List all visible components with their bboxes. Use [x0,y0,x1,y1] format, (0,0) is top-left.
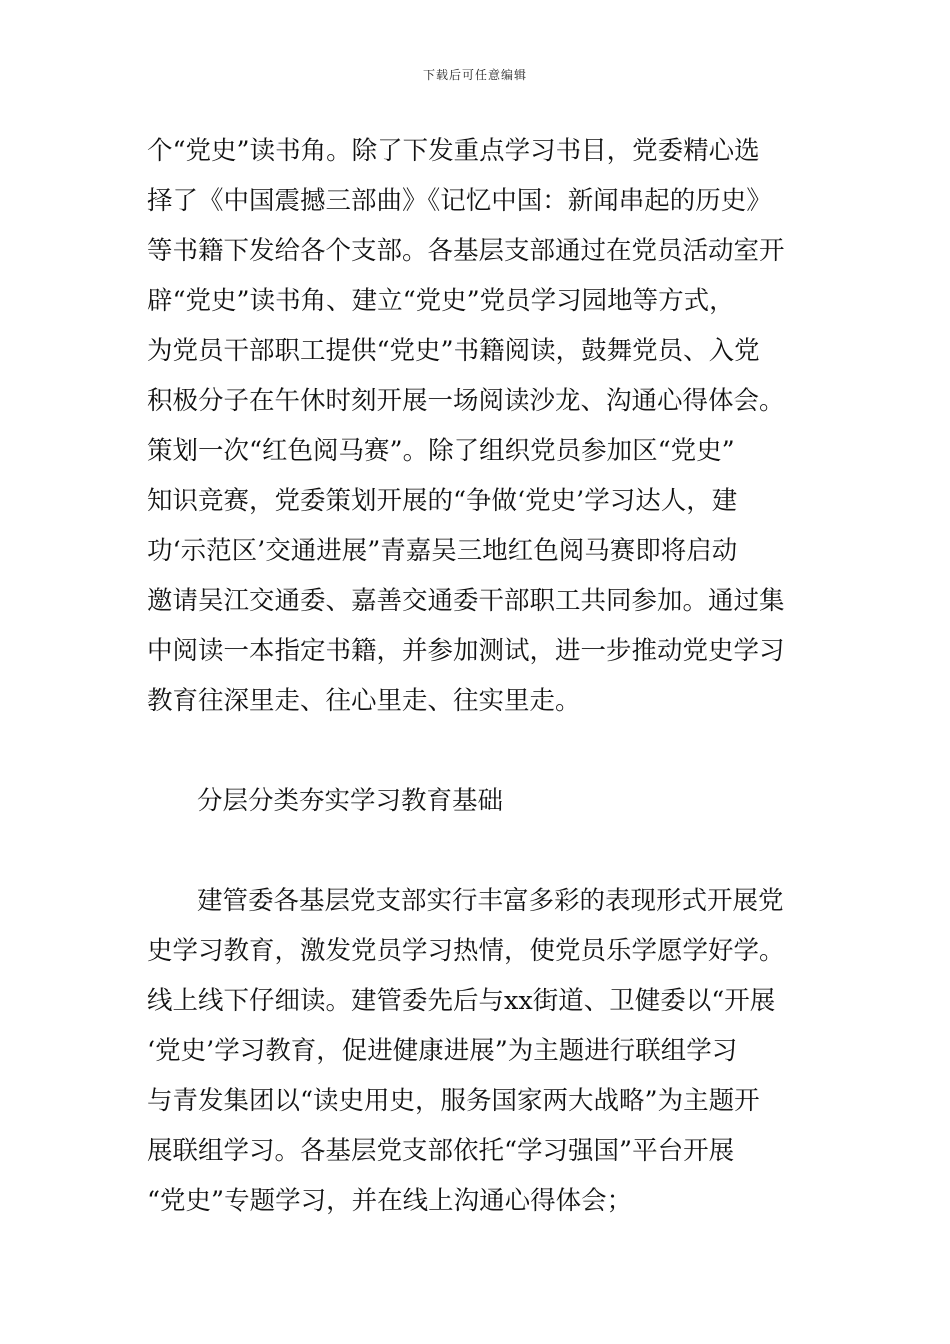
body-line: 等书籍下发给各个支部。各基层支部通过在党员活动室开 [147,236,785,266]
header-note: 下载后可任意编辑 [422,68,527,82]
body-line: 史学习教育，激发党员学习热情，使党员乐学愿学好学。 [147,936,785,966]
body-line: 策划一次“红色阅马赛”。除了组织党员参加区“党史” [147,436,735,466]
body-line: 择了《中国震撼三部曲》《记忆中国：新闻串起的历史》 [147,186,772,216]
section-heading: 分层分类夯实学习教育基础 [197,786,504,816]
body-line: 教育往深里走、往心里走、往实里走。 [147,686,581,716]
body-line: 辟“党史”读书角、建立“党史”党员学习园地等方式， [147,286,735,316]
body-line: 知识竞赛，党委策划开展的“争做‘党史’学习达人，建 [147,486,738,516]
body-line: 建管委各基层党支部实行丰富多彩的表现形式开展党 [197,886,784,916]
body-line: 线上线下仔细读。建管委先后与xx街道、卫健委以“开展 [147,986,776,1016]
body-line: 积极分子在午休时刻开展一场阅读沙龙、沟通心得体会。 [147,386,785,416]
body-line: 功‘示范区’交通进展”青嘉吴三地红色阅马赛即将启动 [147,536,738,566]
body-line: 与青发集团以“读史用史，服务国家两大战略”为主题开 [147,1086,760,1116]
body-line: “党史”专题学习，并在线上沟通心得体会； [147,1186,633,1216]
body-line: 个“党史”读书角。除了下发重点学习书目，党委精心选 [147,136,760,166]
body-line: ‘党史’学习教育，促进健康进展”为主题进行联组学习 [147,1036,738,1066]
body-line: 为党员干部职工提供“党史”书籍阅读，鼓舞党员、入党 [147,336,760,366]
body-line: 邀请吴江交通委、嘉善交通委干部职工共同参加。通过集 [147,586,785,616]
body-line: 中阅读一本指定书籍，并参加测试，进一步推动党史学习 [147,636,785,666]
body-line: 展联组学习。各基层党支部依托“学习强国”平台开展 [147,1136,735,1166]
